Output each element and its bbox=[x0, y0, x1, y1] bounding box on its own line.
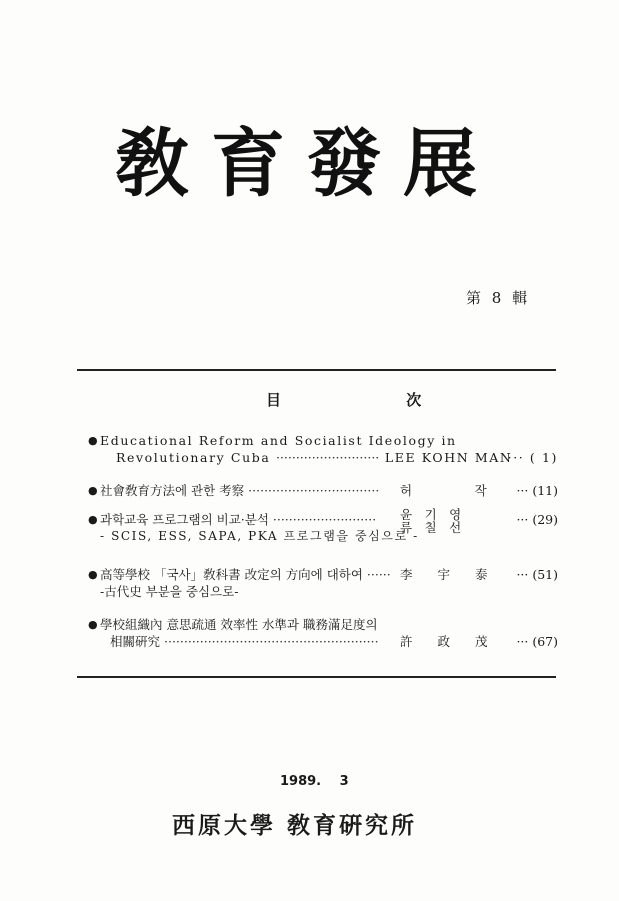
leader-dots: ································· bbox=[248, 483, 380, 498]
top-divider bbox=[77, 369, 556, 371]
entry-author: 許 政 茂 bbox=[400, 634, 488, 649]
toc-heading: 目 次 bbox=[266, 391, 482, 409]
entry-title: 社會敎育方法에 관한 考察 bbox=[100, 483, 245, 498]
bullet-icon: ● bbox=[88, 618, 98, 631]
entry-title-line2: Revolutionary Cuba bbox=[116, 450, 271, 465]
entry-page: ··· (51) bbox=[516, 567, 558, 582]
entry-author-first: 윤 기 영 bbox=[400, 507, 462, 522]
entry-author-second: 류 칠 선 bbox=[400, 520, 462, 535]
entry-title: 高等學校 「국사」敎科書 改定의 方向에 대하여 bbox=[100, 567, 363, 582]
entry-subtitle: - SCIS, ESS, SAPA, PKA 프로그램을 중심으로 - bbox=[100, 529, 419, 543]
leader-dots: ·························· bbox=[272, 512, 377, 527]
entry-page: ··· ( 1) bbox=[507, 450, 558, 465]
entry-title-row bbox=[88, 566, 558, 583]
entry-title: 學校組織內 意思疏通 效率性 水準과 職務滿足度의 bbox=[100, 617, 378, 632]
toc-entry bbox=[88, 616, 558, 650]
entry-title-cont bbox=[88, 449, 558, 466]
toc-entry bbox=[88, 507, 558, 545]
bullet-icon: ● bbox=[88, 513, 98, 526]
entry-page: ··· (67) bbox=[516, 634, 558, 649]
entry-author: LEE KOHN MAN bbox=[384, 450, 513, 465]
leader-dots: ······················································ bbox=[164, 634, 379, 649]
toc-entry bbox=[88, 482, 558, 499]
toc-entry bbox=[88, 566, 558, 600]
entry-page: ··· (29) bbox=[516, 512, 558, 527]
entry-title-cont bbox=[88, 633, 558, 650]
leader-dots: ······ bbox=[366, 567, 391, 582]
bottom-divider bbox=[77, 676, 556, 678]
entry-author: 허 작 bbox=[400, 483, 487, 498]
bullet-icon: ● bbox=[88, 568, 98, 581]
bullet-icon: ● bbox=[88, 434, 98, 447]
volume-number: 第 8 輯 bbox=[466, 289, 531, 307]
entry-title: Educational Reform and Socialist Ideology in bbox=[100, 433, 457, 448]
toc-entry bbox=[88, 432, 558, 466]
entry-title-row bbox=[88, 482, 558, 499]
journal-title: 敎育發展 bbox=[115, 121, 499, 207]
entry-page: ··· (11) bbox=[516, 483, 558, 498]
entry-title-line2: 相關硏究 bbox=[110, 634, 161, 649]
entry-title-row bbox=[88, 507, 558, 535]
bullet-icon: ● bbox=[88, 484, 98, 497]
publisher-name: 西原大學 敎育硏究所 bbox=[172, 813, 418, 839]
entry-title: 과학교육 프로그램의 비교·분석 bbox=[100, 512, 269, 527]
entry-subtitle: -古代史 부분을 중심으로- bbox=[100, 584, 239, 599]
leader-dots: ·························· bbox=[275, 450, 380, 465]
entry-author: 李 宇 泰 bbox=[400, 567, 488, 582]
publication-date: 1989. 3 bbox=[280, 774, 349, 789]
